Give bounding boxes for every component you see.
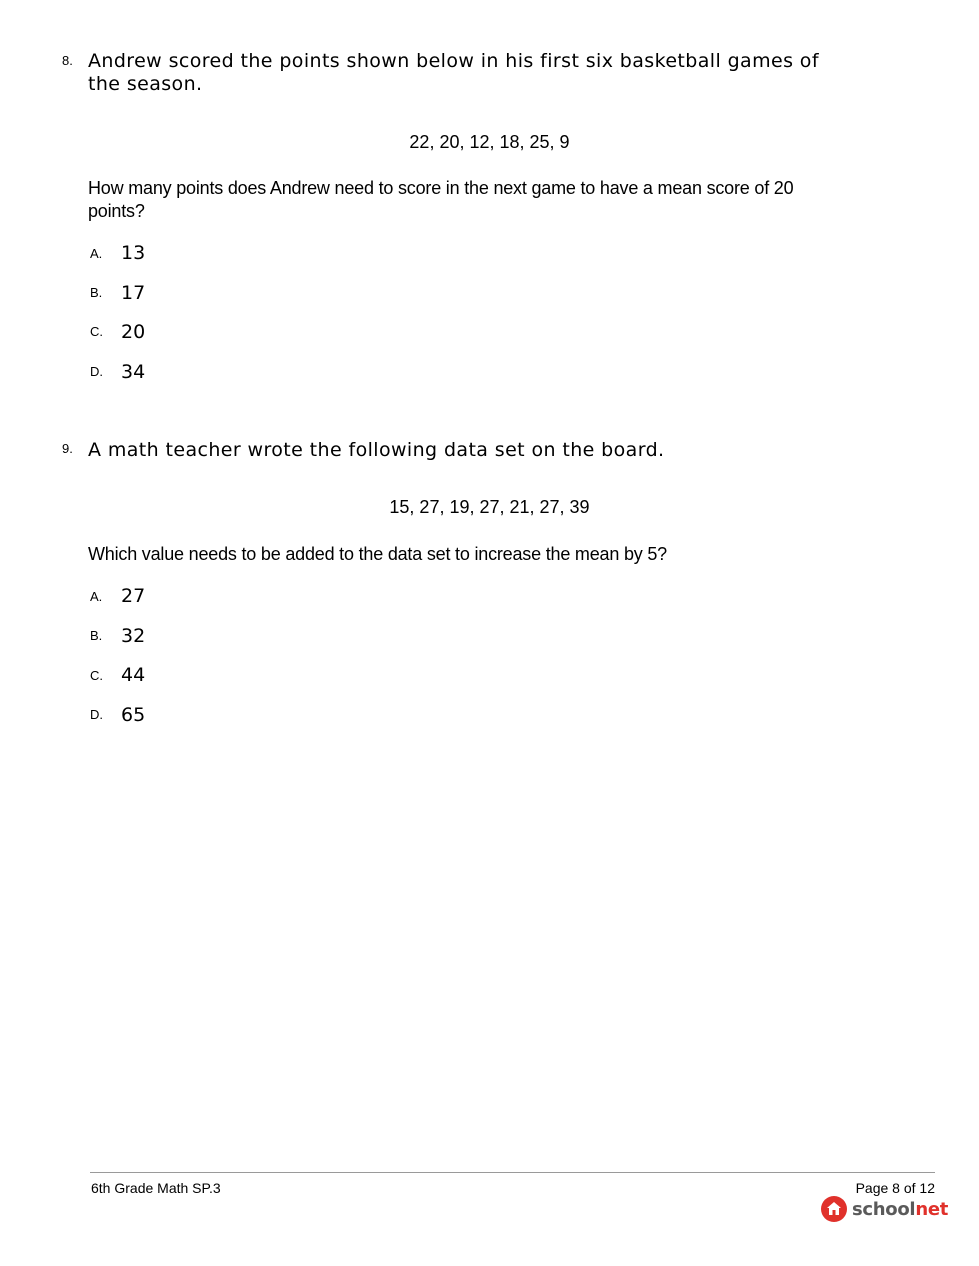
option-value: 65 bbox=[121, 704, 146, 726]
question-prompt: How many points does Andrew need to score in the next game to have a mean score of 20 points? bbox=[88, 178, 794, 221]
option-value: 44 bbox=[121, 664, 146, 686]
question-stem: A math teacher wrote the following data set on the board. bbox=[88, 439, 665, 461]
option-value: 34 bbox=[121, 361, 146, 383]
logo-wordmark bbox=[852, 1199, 948, 1220]
question-stem: Andrew scored the points shown below in his first six basketball games of the season. bbox=[88, 50, 819, 95]
option-letter: D. bbox=[90, 364, 103, 379]
option-value: 32 bbox=[121, 625, 146, 647]
schoolnet-logo bbox=[820, 1195, 948, 1223]
logo-text-school: school bbox=[852, 1198, 916, 1220]
data-set: 15, 27, 19, 27, 21, 27, 39 bbox=[389, 497, 590, 517]
option-value: 13 bbox=[121, 242, 146, 264]
option-letter: A. bbox=[90, 246, 103, 261]
option-letter: C. bbox=[90, 668, 103, 683]
option-letter: B. bbox=[90, 285, 103, 300]
footer-test-title: 6th Grade Math SP.3 bbox=[91, 1180, 221, 1196]
option-value: 20 bbox=[121, 321, 146, 343]
option-letter: A. bbox=[90, 589, 103, 604]
option-value: 27 bbox=[121, 585, 146, 607]
logo-text-net: net bbox=[915, 1198, 949, 1220]
option-letter: B. bbox=[90, 628, 103, 643]
question-number: 9. bbox=[62, 441, 73, 456]
option-value: 17 bbox=[121, 282, 146, 304]
option-letter: C. bbox=[90, 324, 103, 339]
option-letter: D. bbox=[90, 707, 103, 722]
footer-page-number: Page 8 of 12 bbox=[855, 1180, 935, 1196]
house-icon bbox=[820, 1195, 848, 1223]
footer-divider bbox=[90, 1172, 935, 1173]
data-set: 22, 20, 12, 18, 25, 9 bbox=[409, 132, 570, 152]
question-number: 8. bbox=[62, 53, 73, 68]
question-prompt: Which value needs to be added to the data set to increase the mean by 5? bbox=[88, 544, 667, 564]
